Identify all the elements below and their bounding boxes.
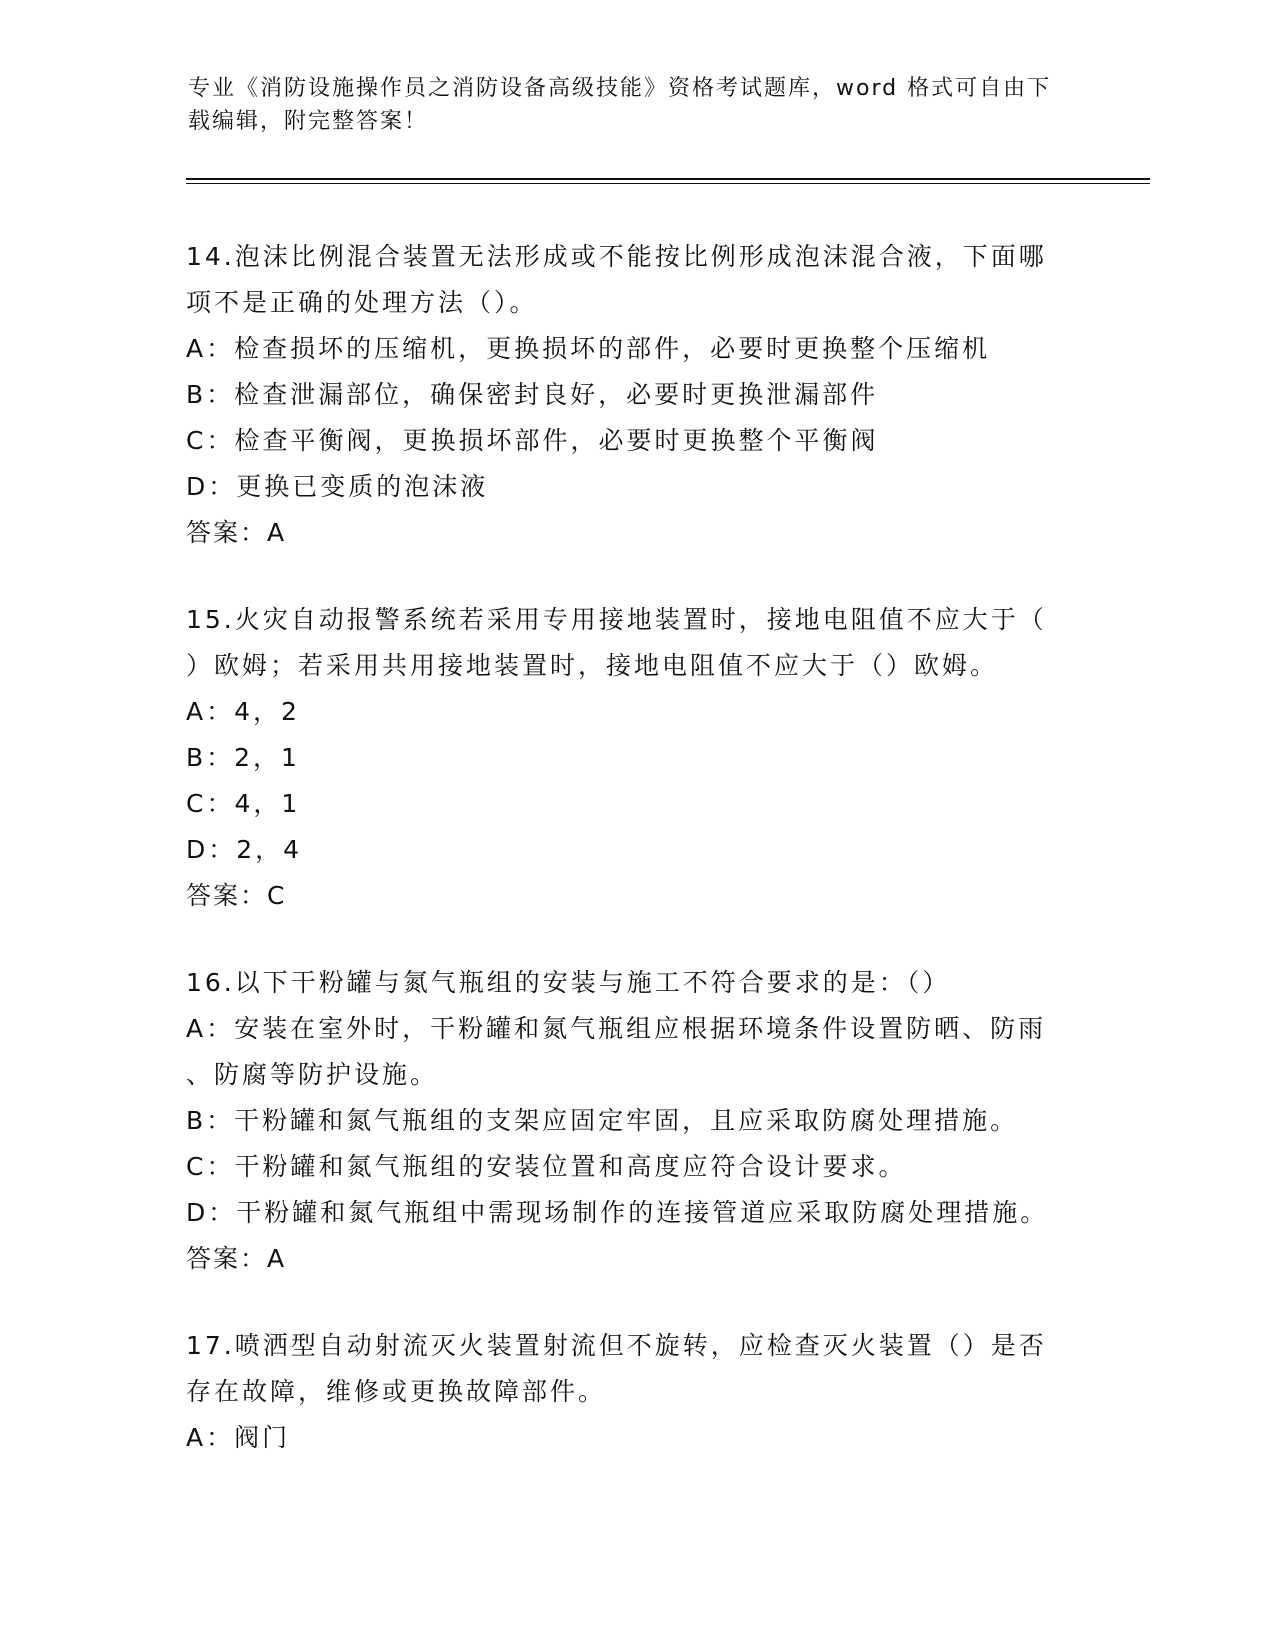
option-a: A：检查损坏的压缩机，更换损坏的部件，必要时更换整个压缩机 bbox=[186, 334, 991, 363]
option-c: C：检查平衡阀，更换损坏部件，必要时更换整个平衡阀 bbox=[186, 426, 879, 455]
option-a: A：4，2 bbox=[186, 697, 300, 726]
option-b: B：检查泄漏部位，确保密封良好，必要时更换泄漏部件 bbox=[186, 380, 879, 409]
option-c: C：干粉罐和氮气瓶组的安装位置和高度应符合设计要求。 bbox=[186, 1152, 907, 1181]
question-14 bbox=[186, 234, 1086, 556]
question-stem-continued: 项不是正确的处理方法（）。 bbox=[186, 288, 538, 317]
question-stem: 15.火灾自动报警系统若采用专用接地装置时，接地电阻值不应大于（ bbox=[186, 605, 1047, 634]
answer: 答案：C bbox=[186, 881, 287, 910]
option-c: C：4，1 bbox=[186, 789, 301, 818]
question-spacer bbox=[186, 556, 1086, 597]
option-d: D：2，4 bbox=[186, 835, 303, 864]
question-stem-continued: ）欧姆；若采用共用接地装置时，接地电阻值不应大于（）欧姆。 bbox=[186, 651, 999, 680]
question-spacer bbox=[186, 1282, 1086, 1323]
question-list bbox=[186, 234, 1086, 1461]
question-15 bbox=[186, 597, 1086, 919]
option-a-continued: 、防腐等防护设施。 bbox=[186, 1060, 439, 1089]
header-divider-thick bbox=[186, 178, 1150, 180]
header-divider-thin bbox=[186, 183, 1150, 184]
question-stem-continued: 存在故障，维修或更换故障部件。 bbox=[186, 1377, 607, 1406]
option-d: D：更换已变质的泡沫液 bbox=[186, 472, 489, 501]
header-line-1: 专业《消防设施操作员之消防设备高级技能》资格考试题库，word 格式可自由下 bbox=[188, 76, 1052, 101]
document-header bbox=[188, 72, 1088, 138]
answer: 答案：A bbox=[186, 1244, 287, 1273]
option-a: A：阀门 bbox=[186, 1423, 291, 1452]
option-d: D：干粉罐和氮气瓶组中需现场制作的连接管道应采取防腐处理措施。 bbox=[186, 1198, 1049, 1227]
option-b: B：干粉罐和氮气瓶组的支架应固定牢固，且应采取防腐处理措施。 bbox=[186, 1106, 1019, 1135]
question-spacer bbox=[186, 919, 1086, 960]
question-17 bbox=[186, 1323, 1086, 1461]
option-a: A：安装在室外时，干粉罐和氮气瓶组应根据环境条件设置防晒、防雨 bbox=[186, 1014, 1047, 1043]
answer: 答案：A bbox=[186, 518, 287, 547]
option-b: B：2，1 bbox=[186, 743, 300, 772]
question-stem: 17.喷洒型自动射流灭火装置射流但不旋转，应检查灭火装置（）是否 bbox=[186, 1331, 1047, 1360]
header-line-2: 载编辑，附完整答案！ bbox=[188, 109, 429, 134]
question-16 bbox=[186, 960, 1086, 1282]
question-stem: 16.以下干粉罐与氮气瓶组的安装与施工不符合要求的是：（） bbox=[186, 968, 951, 997]
question-stem: 14.泡沫比例混合装置无法形成或不能按比例形成泡沫混合液，下面哪 bbox=[186, 242, 1047, 271]
